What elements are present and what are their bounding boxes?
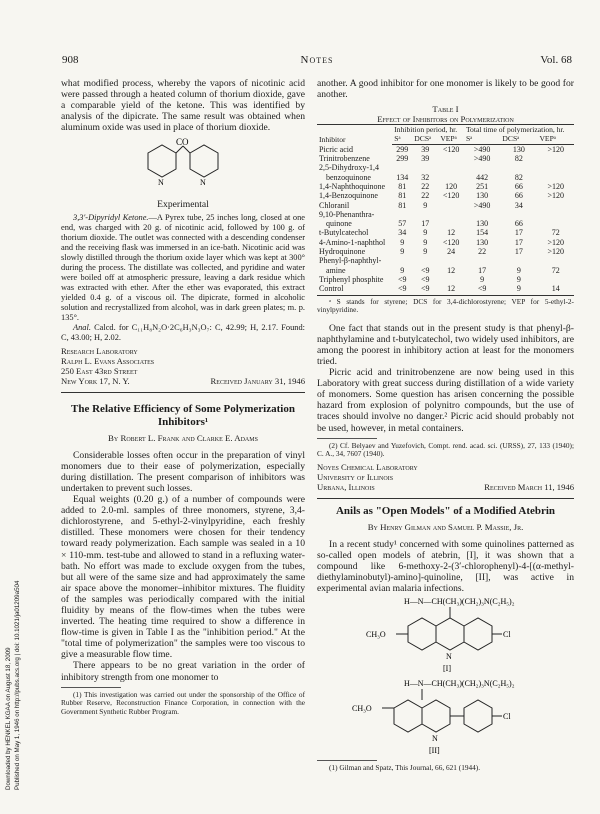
table-cell: 17 (514, 247, 523, 257)
table-row (317, 275, 574, 284)
table-cell (392, 210, 412, 219)
table-cell: 9 (423, 247, 428, 257)
inhibitor-name: Trinitrobenzene (319, 154, 370, 164)
table-cell: >120 (547, 237, 564, 247)
table-cell: 9 (400, 265, 405, 275)
table-cell: 32 (421, 172, 430, 182)
table-cell: 39 (421, 154, 430, 164)
inhibitor-name: 1,4-Benzoquinone (319, 191, 378, 201)
table-cell: 134 (396, 172, 409, 182)
table-cell: >490 (473, 154, 491, 164)
table-cell: 251 (476, 181, 489, 191)
table-cell: <9 (421, 284, 430, 294)
paragraph: There appears to be no great variation in the order of inhibitory strength from one monomer to (61, 660, 305, 683)
table-row (317, 154, 574, 163)
table-cell (438, 219, 464, 228)
compound-number: [II] (428, 746, 440, 756)
table-cell (438, 173, 464, 182)
inhibitor-name: Hydroquinone (319, 247, 366, 257)
nitrogen-label: N (431, 734, 438, 744)
table-cell (464, 256, 500, 265)
divider (317, 295, 574, 296)
table-cell (500, 256, 537, 265)
chloro-label: Cl (502, 712, 511, 722)
table-cell: >120 (547, 247, 564, 257)
table-cell: 39 (421, 144, 430, 154)
table-cell: 22 (421, 181, 430, 191)
table-cell: 442 (476, 172, 489, 182)
table-cell: 9 (423, 237, 428, 247)
table-cell: 66 (514, 191, 523, 201)
table-cell (537, 173, 574, 182)
table-row (317, 284, 574, 293)
divider (317, 498, 574, 499)
inhibitor-name: 4-Amino-1-naphthol (319, 237, 386, 247)
page-number: 908 (62, 54, 79, 66)
inhibitor-name: Triphenyl phosphite (319, 274, 384, 284)
table-cell: 82 (514, 154, 523, 164)
table-cell: 9 (400, 237, 405, 247)
chloro-label: Cl (502, 630, 511, 640)
table-row (317, 266, 574, 275)
section-heading: Experimental (157, 199, 209, 211)
table-cell: >120 (547, 181, 564, 191)
table-cell (438, 154, 464, 163)
carbonyl-label: CO (176, 137, 189, 148)
article-title: Anils as "Open Models" of a Modified Atebrin (335, 504, 556, 517)
paragraph: another. A good inhibitor for one monomer is likely to be good for another. (317, 78, 574, 101)
table-cell: 66 (514, 181, 523, 191)
received-date: Received March 11, 1946 (484, 481, 574, 492)
table-cell: 12 (447, 228, 456, 238)
column-header: DCSᵃ (500, 134, 537, 144)
table-cell: 14 (551, 284, 560, 294)
article-authors: By Henry Gilman and Samuel P. Massie, Jr. (367, 521, 524, 532)
download-sidebar (4, 560, 34, 790)
table-row (317, 144, 574, 154)
methoxy-label: CH₃O (365, 630, 386, 640)
divider (61, 392, 305, 393)
address-line: Noyes Chemical Laboratory (317, 461, 418, 472)
atebrin-structure (346, 596, 546, 676)
compound-number: [I] (442, 664, 451, 674)
table-footnote: ᵃ S stands for styrene; DCS for 3,4-dichlorostyrene; VEP for 5-ethyl-2-vinylpyridine. (317, 296, 574, 315)
table-cell: 9 (516, 265, 521, 275)
footnote-rule (61, 687, 121, 688)
table-cell: 66 (514, 219, 523, 229)
table-row (317, 173, 574, 182)
column-header: DCSᵃ (412, 134, 438, 144)
address-line: 250 East 43rd Street (61, 365, 138, 376)
table-cell (537, 219, 574, 228)
side-chain-label: H—N—CH(CH₃)(CH₂)₃N(C₂H₅)₂ (403, 679, 515, 689)
table-cell: 34 (514, 200, 523, 210)
table-cell (438, 275, 464, 284)
paragraph: Considerable losses often occur in the preparation of vinyl monomers due to their ease of polymerization, especially during distillation. The present comparison of inhibitors was undertaken to prevent such losses. (61, 449, 305, 494)
column-header: Sᵃ (464, 134, 500, 144)
table-cell: 12 (447, 284, 456, 294)
table-row (317, 210, 574, 219)
table-cell: 17 (514, 237, 523, 247)
table-cell (500, 210, 537, 219)
page-header (62, 54, 572, 68)
table-row (317, 191, 574, 200)
column-header: Inhibitor (317, 125, 392, 145)
table-cell: <9 (398, 284, 407, 294)
table-cell: 130 (512, 144, 525, 154)
table-cell: 299 (396, 144, 409, 154)
footnote-rule (317, 760, 377, 761)
table-cell: <9 (421, 265, 430, 275)
table-cell (464, 163, 500, 172)
table-cell: <9 (477, 284, 487, 294)
footnote: (1) Gilman and Spatz, This Journal, 66, 621 (1944). (329, 763, 481, 773)
table-cell (537, 256, 574, 265)
table-cell: 72 (551, 228, 560, 238)
table-cell (392, 163, 412, 172)
table-cell: 17 (421, 219, 430, 229)
table-cell: <9 (398, 274, 407, 284)
footnote-rule (317, 438, 377, 439)
received-date: Received January 31, 1946 (210, 375, 305, 386)
paragraph: what modified process, whereby the vapors of nicotinic acid were passed through a heated column of thorium dioxide, gave a comparable yield of the ketone. This was identified by analysis of the dipicrate. The same result was obtained when aluminum oxide was used in place of thorium dioxide. (61, 78, 305, 134)
address-block (61, 346, 305, 386)
table-row (317, 201, 574, 210)
table-cell (537, 154, 574, 163)
table-cell (438, 163, 464, 172)
table-cell: <120 (442, 144, 460, 154)
table-cell: 9 (516, 284, 521, 294)
table-cell: 81 (398, 191, 407, 201)
sidebar-doi-line[interactable]: Published on May 1, 1946 on http://pubs.acs.org | doi: 10.1021/ja01209a504 (14, 580, 21, 790)
article-title: The Relative Efficiency of Some Polymerization Inhibitors¹ (71, 402, 295, 428)
table-cell (438, 256, 464, 265)
analysis-text: Calcd. for C₁₁H₈N₂O·2C₆H₃N₃O₇: C, 42.99; H, 2.17. Found: C, 43.00; H, 2.02. (61, 322, 305, 342)
table-cell: 120 (445, 181, 458, 191)
table-cell: 22 (421, 191, 430, 201)
address-line: University of Illinois (317, 471, 394, 482)
table-cell: >490 (473, 200, 491, 210)
table-cell: 154 (476, 228, 489, 238)
paragraph: One fact that stands out in the present study is that phenyl-β-naphthylamine and t-butylcatechol, two widely used inhibitors, are among the poorest in inhibitory action at least for the monomers tried. (317, 322, 574, 367)
address-line: Urbana, Illinois (317, 481, 375, 492)
anil-structure (346, 678, 546, 756)
table-cell: <120 (442, 191, 460, 201)
nitrogen-label: N (200, 178, 206, 188)
nitrogen-label: N (445, 652, 452, 662)
column-header: Sᵃ (392, 134, 412, 144)
table-row (317, 228, 574, 237)
inhibitor-name: 9,10-Phenanthra- (319, 209, 375, 219)
table-cell (412, 210, 438, 219)
table-row (317, 256, 574, 265)
analysis-label: Anal. (73, 322, 91, 332)
address-line: New York 17, N. Y. (61, 375, 130, 386)
table-cell: >490 (473, 144, 491, 154)
table-cell (392, 256, 412, 265)
address-line: Ralph L. Evans Associates (61, 355, 155, 366)
table-cell (537, 163, 574, 172)
table-cell (438, 201, 464, 210)
table-cell: 34 (398, 228, 407, 238)
sidebar-download-line: Downloaded by HENKEL KGAA on August 18, 2009 (5, 647, 12, 790)
inhibitor-name: quinone (326, 219, 352, 229)
inhibitor-name: Phenyl-β-naphthyl- (319, 256, 382, 266)
right-column (317, 78, 574, 773)
table-cell (537, 201, 574, 210)
column-group-header: Inhibition period, hr. (392, 125, 464, 135)
table-cell: 9 (423, 228, 428, 238)
table-cell (464, 210, 500, 219)
running-title: Notes (300, 54, 334, 66)
table-cell: 22 (478, 247, 487, 257)
inhibitor-name: Picric acid (319, 144, 353, 154)
dipyridyl-ketone-structure (118, 135, 248, 197)
table-cell: >120 (547, 144, 564, 154)
left-column (61, 78, 305, 716)
table-cell: 72 (551, 265, 560, 275)
paragraph: Equal weights (0.20 g.) of a number of compounds were added to 2.0-ml. samples of three monomers, styrene, 3,4-dichlorostyrene, and 5-ethyl-2-vinylpyridine, each freshly distilled. These monomers were chosen for their tendency toward ready polymerization. Each sample was sealed in a 10 × 110-mm. test-tube and allowed to stand in a refluxing water-bath. No effort was made to exclude oxygen from the tubes, but all were of the same size and had approximately the same air space above the monomer–inhibitor mixtures. The fluidity of the samples was periodically compared with the initial fluidity by means of the flow-times when the tubes were inverted. The heating time required to show a difference in flow-time is given in Table I as the "inhibition period." At the "total time of polymerization" the samples were too viscous to give a measurable flow time. (61, 494, 305, 661)
table-cell: 17 (514, 228, 523, 238)
table-cell: >120 (547, 191, 564, 201)
table-cell: 12 (447, 265, 456, 275)
footnote: (2) Cf. Belyaev and Yuzefovich, Compt. rend. acad. sci. (URSS), 27, 133 (1940); C. A., 34, 7607 (1940). (317, 440, 574, 459)
table-row (317, 163, 574, 172)
inhibitor-name: 2,5-Dihydroxy-1,4 (319, 163, 379, 173)
column-group-header: Total time of polymerization, hr. (464, 125, 574, 135)
table-row (317, 182, 574, 191)
table-cell (438, 210, 464, 219)
experimental-text: —A Pyrex tube, 25 inches long, closed at one end, was charged with 20 g. of nicotinic acid, followed by 100 g. of thorium dioxide. The outlet was connected with a descending condenser and the receiving flask was immersed in an ice-bath. Nicotinic acid was slowly distilled through the thorium oxide layer which was kept at 300° during the process. The distillate was collected, and pyridine and water were boiled off at atmospheric pressure, leaving a dark residue which was extracted with ether. After the ether was evaporated, this extract yielded 0.4 g. of a viscous oil. The dipicrate, formed in alcoholic solution and recrystallized from alcohol, was in dark green plates; m. p. 135°. (61, 212, 305, 322)
table-cell (412, 163, 438, 172)
table-cell: 81 (398, 200, 407, 210)
inhibitor-name: benzoquinone (326, 172, 371, 182)
nitrogen-label: N (158, 178, 164, 188)
table-cell: <9 (421, 274, 430, 284)
table-cell: <120 (442, 237, 460, 247)
table-cell: 9 (516, 274, 521, 284)
inhibitor-table (317, 124, 574, 293)
article-authors: By Robert L. Frank and Clarke E. Adams (108, 432, 258, 443)
table-cell: 130 (476, 219, 489, 229)
inhibitor-name: Control (319, 284, 344, 294)
table-cell: 24 (447, 247, 456, 257)
paragraph: In a recent study¹ concerned with some quinolines patterned as so-called open models of atebrin, [I], it was shown that a compound like 6-methoxy-2-(3′-chlorophenyl)-4-[(α-methyl-diethylaminobutyl)-amino]-quinoline, [II], was active in experimental avian malaria infections. (317, 538, 574, 595)
compound-title: 3,3′-Dipyridyl Ketone. (73, 212, 149, 222)
methoxy-label: CH₃O (351, 704, 372, 714)
table-row (317, 247, 574, 256)
table-row (317, 238, 574, 247)
table-row (317, 219, 574, 228)
table-cell: 82 (514, 172, 523, 182)
column-header: VEPᵃ (438, 134, 464, 144)
inhibitor-name: Chloranil (319, 200, 350, 210)
table-cell (412, 256, 438, 265)
volume-number: Vol. 68 (540, 54, 572, 66)
table-cell: 17 (478, 265, 487, 275)
paragraph: Picric acid and trinitrobenzene are now being used in this Laboratory with great success during distillation of a wide variety of monomers. Some question has arisen concerning the possible hazard from explosion of polynitro compounds, but the use of traces should involve no danger.² Picric acid should probably not be used, however, in metal containers. (317, 367, 574, 434)
table-cell: 130 (476, 191, 489, 201)
address-line: Research Laboratory (61, 345, 138, 356)
footnote: (1) This investigation was carried out under the sponsorship of the Office of Rubber Reserve, Reconstruction Finance Corporation, in connection with the Government Synthetic Rubber Program. (61, 689, 305, 716)
table-cell: 9 (400, 247, 405, 257)
table-cell: 57 (398, 219, 407, 229)
column-header: VEPᵃ (537, 134, 574, 144)
table-cell (537, 210, 574, 219)
side-chain-label: H—N—CH(CH₃)(CH₂)₃N(C₂H₅)₂ (403, 597, 515, 607)
table-cell (537, 275, 574, 284)
address-block (317, 462, 574, 492)
table-cell: 9 (423, 200, 428, 210)
inhibitor-name: t-Butylcatechol (319, 228, 369, 238)
table-cell: 81 (398, 181, 407, 191)
table-cell (500, 163, 537, 172)
inhibitor-name: amine (326, 265, 346, 275)
table-caption: Effect of Inhibitors on Polymerization (377, 114, 514, 125)
inhibitor-name: 1,4-Naphthoquinone (319, 181, 385, 191)
table-cell: 299 (396, 154, 409, 164)
table-label: Table I (432, 104, 459, 115)
table-cell: 130 (476, 237, 489, 247)
table-cell: 9 (480, 274, 485, 284)
